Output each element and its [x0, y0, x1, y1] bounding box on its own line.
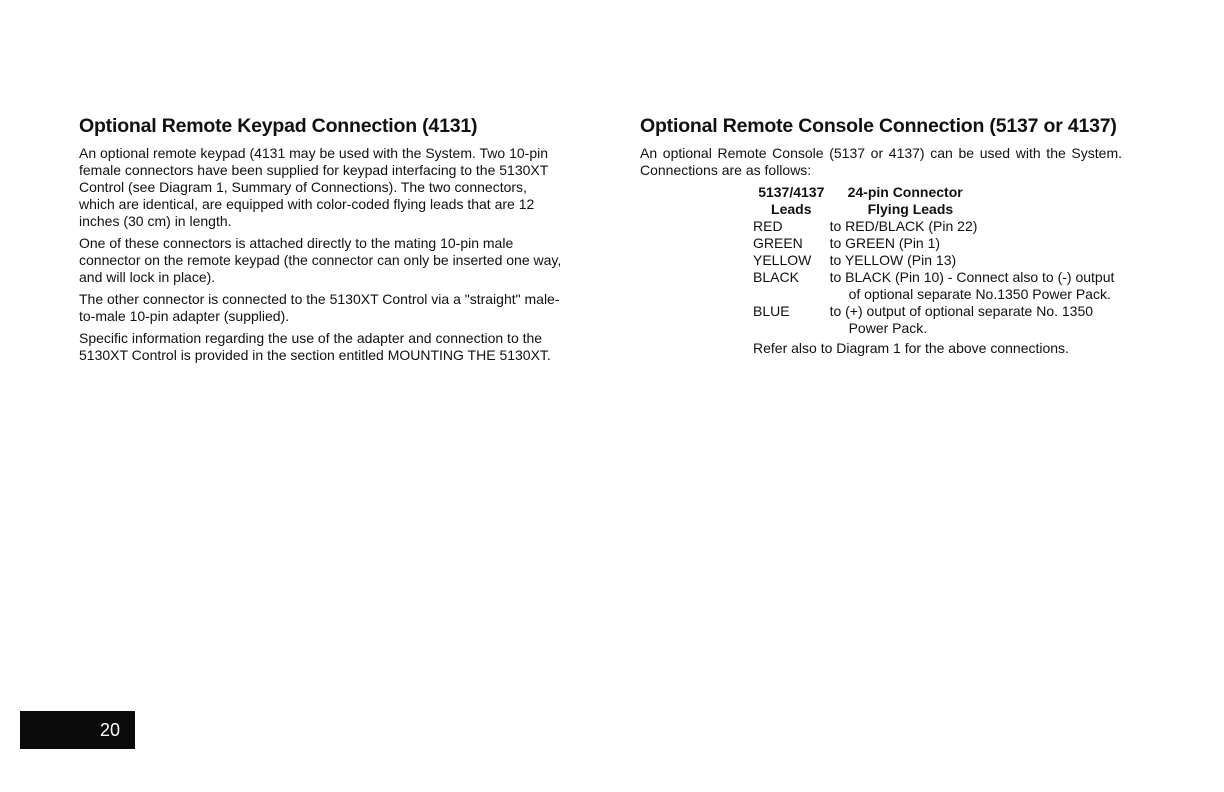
console-intro: An optional Remote Console (5137 or 4137) can be used with the System. Connections are as follows: [640, 145, 1122, 178]
lead-connection: to (+) output of optional separate No. 1350 Power Pack. [829, 303, 1094, 336]
page-number: 20 [20, 711, 135, 749]
refer-note: Refer also to Diagram 1 for the above connections. [753, 340, 1069, 356]
table-row [753, 218, 1122, 235]
header-leads: Leads [771, 201, 812, 217]
table-row [753, 303, 1122, 337]
table-row [753, 235, 1122, 252]
console-section-heading: Optional Remote Console Connection (5137 or 4137) [640, 115, 1117, 137]
lead-color: YELLOW [753, 252, 812, 268]
lead-color: RED [753, 218, 783, 234]
lead-connection: to RED/BLACK (Pin 22) [829, 218, 978, 234]
header-connector: 24-pin Connector [847, 184, 963, 200]
lead-color: BLUE [753, 303, 790, 319]
table-header-leads [753, 184, 830, 218]
lead-color: GREEN [753, 235, 803, 251]
header-flying-leads: Flying Leads [867, 201, 954, 217]
lead-connection: to GREEN (Pin 1) [829, 235, 941, 251]
table-header-connector [830, 184, 1122, 218]
lead-connection: to YELLOW (Pin 13) [829, 252, 957, 268]
keypad-section-heading: Optional Remote Keypad Connection (4131) [79, 115, 478, 137]
left-column [79, 114, 565, 369]
lead-connection: to BLACK (Pin 10) - Connect also to (-) output of optional separate No.1350 Power Pack. [829, 269, 1115, 302]
connection-table [753, 184, 1122, 337]
table-row [753, 252, 1122, 269]
keypad-paragraph-1: An optional remote keypad (4131 may be used with the System. Two 10-pin female connectors have been supplied for keypad interfacing to the 5130XT Control (see Diagram 1, Summary of Connections). The two connectors, which are identical, are equipped with color-coded flying leads that are 12 inches (30 cm) in length. [79, 145, 549, 229]
header-model: 5137/4137 [758, 184, 825, 200]
keypad-paragraph-3: The other connector is connected to the 5130XT Control via a "straight" male-to-male 10-pin adapter (supplied). [79, 291, 560, 324]
table-header-row [753, 184, 1122, 218]
lead-color: BLACK [753, 269, 799, 285]
keypad-paragraph-4: Specific information regarding the use of the adapter and connection to the 5130XT Control is provided in the section entitled MOUNTING THE 5130XT. [79, 330, 551, 363]
table-row [753, 269, 1122, 303]
keypad-paragraph-2: One of these connectors is attached directly to the mating 10-pin male connector on the remote keypad (the connector can only be inserted one way, and will lock in place). [79, 235, 562, 285]
right-column [640, 114, 1122, 357]
